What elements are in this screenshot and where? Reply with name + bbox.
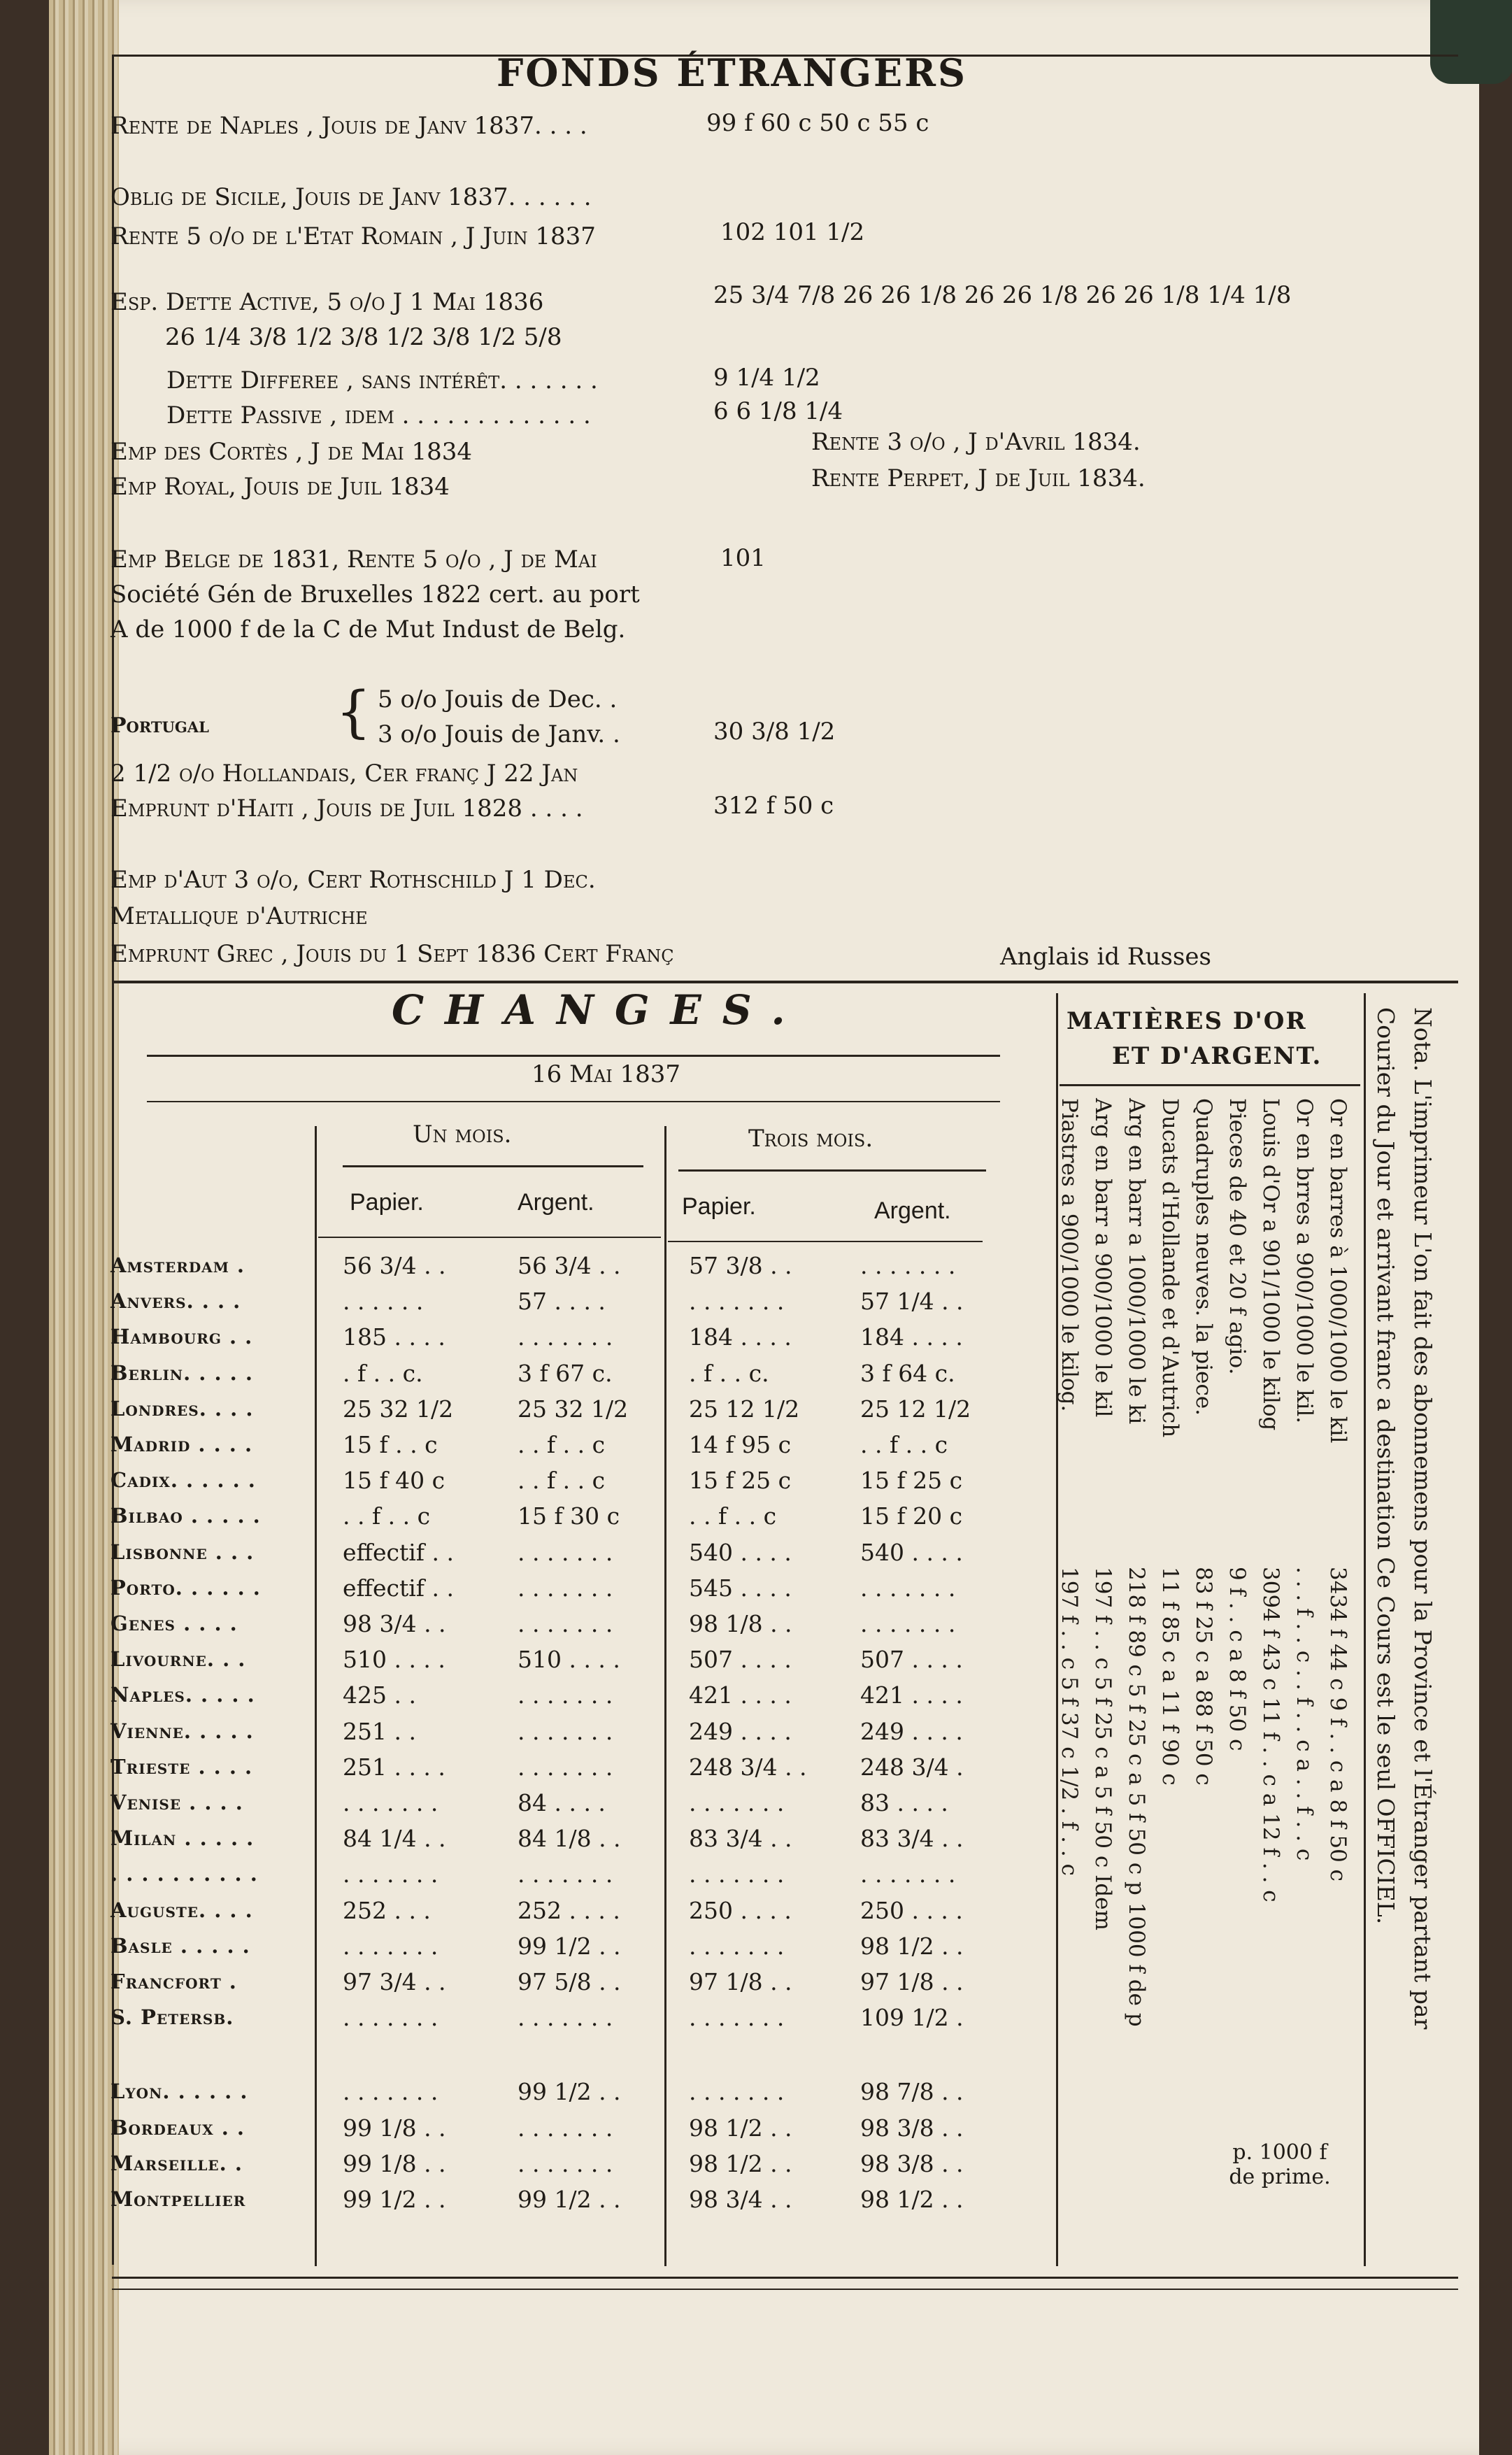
city-name: Vienne. . . . . <box>110 1718 254 1743</box>
fonds-value: 9 1/4 1/2 <box>713 364 820 392</box>
fonds-value: 102 101 1/2 <box>720 218 865 246</box>
changes-date: 16 Mai 1837 <box>532 1060 681 1088</box>
rate-cell: 98 1/2 . . <box>860 1932 964 1960</box>
matiere-value: 197 f . . c 5 f 25 c a 5 f 50 c Idem <box>1090 1567 1115 1930</box>
fonds-row: Emp d'Aut 3 o/o, Cert Rothschild J 1 Dec. <box>110 866 596 894</box>
side-note: Nota. L'imprimeur L'on fait des abonnemens pour la Province et l'Étranger partant par <box>1409 1007 1436 2030</box>
city-name: Madrid . . . . <box>110 1432 253 1456</box>
city-name: Londres. . . . <box>110 1396 254 1421</box>
col-rule <box>315 1126 317 2266</box>
rate-cell: 98 7/8 . . <box>860 2078 964 2106</box>
changes-rule <box>147 1055 1000 1057</box>
fonds-row: 3 o/o Jouis de Janv. . <box>378 720 620 748</box>
fonds-row: Rente 3 o/o , J d'Avril 1834. <box>811 428 1141 456</box>
fonds-row: Emp des Cortès , J de Mai 1834 <box>110 438 473 466</box>
city-name: Berlin. . . . . <box>110 1360 253 1385</box>
fonds-row: 26 1/4 3/8 1/2 3/8 1/2 3/8 1/2 5/8 <box>165 323 562 351</box>
city-name: Venise . . . . <box>110 1791 243 1814</box>
matiere-label: Arg en barr a 900/1000 le kil <box>1090 1098 1115 1418</box>
rate-cell: 25 12 1/2 <box>689 1395 800 1423</box>
matiere-value: 3094 f 43 c 11 f . . c a 12 f . . c <box>1258 1567 1283 1902</box>
header-rule <box>343 1165 643 1167</box>
rate-cell: 184 . . . . <box>689 1323 792 1351</box>
date-rule <box>147 1101 1000 1102</box>
rate-cell: . . . . . . . <box>343 1860 438 1888</box>
fonds-value: 6 6 1/8 1/4 <box>713 397 843 425</box>
fonds-row: Emp Royal, Jouis de Juil 1834 <box>110 473 450 501</box>
matiere-label: Piastres a 900/1000 le kilog. <box>1057 1098 1082 1412</box>
rate-cell: . . . . . . . <box>343 2078 438 2106</box>
rate-cell: 57 . . . . <box>518 1288 606 1316</box>
rate-cell: 251 . . <box>343 1717 416 1745</box>
header-rule <box>678 1169 986 1172</box>
rate-cell: . . . . . . . <box>689 1288 785 1316</box>
changes-title: CHANGES. <box>392 986 806 1034</box>
city-name: S. Petersb. <box>110 2005 234 2030</box>
rate-cell: 56 3/4 . . <box>518 1252 621 1279</box>
matiere-label: Quadruples neuves. la piece. <box>1191 1098 1216 1416</box>
city-name: Anvers. . . . <box>110 1289 241 1314</box>
rate-cell: 99 1/2 . . <box>518 2186 621 2213</box>
rate-cell: 15 f 25 c <box>689 1467 792 1495</box>
fonds-row: Rente de Naples , Jouis de Janv 1837. . . . <box>110 112 587 140</box>
city-name: Bordeaux . . <box>110 2115 245 2140</box>
rate-cell: . . . . . . . <box>518 1681 613 1709</box>
matiere-value: . . . f . . c . . f . . c a . . f . . c <box>1292 1567 1317 1861</box>
city-name: Montpellier <box>110 2187 246 2211</box>
rate-cell: 98 3/4 . . <box>689 2186 792 2213</box>
rate-cell: 97 5/8 . . <box>518 1968 621 1995</box>
rate-cell: 540 . . . . <box>860 1538 963 1566</box>
rate-cell: 15 f 20 c <box>860 1502 963 1530</box>
papier-header: Papier. <box>682 1193 756 1220</box>
rate-cell: . . . . . . . <box>689 1860 785 1888</box>
rate-cell: 25 32 1/2 <box>343 1395 454 1423</box>
side-note: Courier du Jour et arrivant franc a destination Ce Cours est le seul OFFICIEL. <box>1372 1007 1399 1925</box>
fonds-row: Anglais id Russes <box>1000 943 1211 971</box>
city-name: Francfort . <box>110 1970 237 1993</box>
bottom-rule <box>112 2289 1458 2290</box>
rate-cell: . . . . . . . <box>518 1717 613 1745</box>
rate-cell: 84 1/4 . . <box>343 1825 446 1853</box>
matieres-rule <box>1060 1084 1360 1086</box>
fonds-row: Dette Differee , sans intérêt. . . . . . . <box>166 367 598 394</box>
rate-cell: 15 f 30 c <box>518 1502 620 1530</box>
fonds-row: Emprunt d'Haiti , Jouis de Juil 1828 . . . . <box>110 795 583 823</box>
city-name: Cadix. . . . . . <box>110 1468 256 1493</box>
rate-cell: . . . . . . . <box>518 2149 613 2177</box>
city-name: Trieste . . . . <box>110 1754 253 1779</box>
matieres-title: ET D'ARGENT. <box>1112 1042 1322 1070</box>
fonds-row: Rente 5 o/o de l'Etat Romain , J Juin 1837 <box>110 222 596 250</box>
city-name: Lyon. . . . . . <box>110 2079 248 2104</box>
city-name: Marseille. . <box>110 2151 243 2175</box>
rate-cell: . . f . . c <box>343 1502 431 1530</box>
rate-cell: . . . . . . . <box>860 1610 956 1637</box>
rate-cell: 251 . . . . <box>343 1753 445 1781</box>
brace: { <box>336 679 371 744</box>
rate-cell: 545 . . . . <box>689 1574 792 1602</box>
rate-cell: . . f . . c <box>518 1431 606 1458</box>
fonds-row: A de 1000 f de la C de Mut Indust de Belg. <box>110 615 626 643</box>
rate-cell: 540 . . . . <box>689 1538 792 1566</box>
rate-cell: 56 3/4 . . <box>343 1252 446 1279</box>
rate-cell: 98 3/4 . . <box>343 1610 446 1637</box>
rate-cell: 84 1/8 . . <box>518 1825 621 1853</box>
header-rule <box>668 1241 983 1242</box>
rate-cell: 25 32 1/2 <box>518 1395 629 1423</box>
city-name: Basle . . . . . <box>110 1933 250 1958</box>
rate-cell: . . . . . . . <box>689 2078 785 2106</box>
matiere-value: 197 f . . c 5 f 37 c 1/2 . f . . c <box>1057 1567 1082 1876</box>
bottom-rule <box>112 2277 1458 2279</box>
rate-cell: . . f . . c <box>860 1431 948 1458</box>
rate-cell: 83 3/4 . . <box>860 1825 964 1853</box>
matiere-label: Ducats d'Hollande et d'Autrich <box>1157 1098 1183 1438</box>
rate-cell: . . . . . . . <box>343 1789 438 1816</box>
fonds-row: Rente Perpet, J de Juil 1834. <box>811 464 1146 492</box>
city-name: Amsterdam . <box>110 1253 245 1277</box>
rate-cell: 14 f 95 c <box>689 1431 792 1458</box>
rate-cell: 249 . . . . <box>689 1717 792 1745</box>
fonds-row: 5 o/o Jouis de Dec. . <box>378 685 618 713</box>
matiere-value: 11 f 85 c a 11 f 90 c <box>1157 1567 1183 1786</box>
rate-cell: 98 1/2 . . <box>860 2186 964 2213</box>
rate-cell: 250 . . . . <box>860 1896 963 1924</box>
rate-cell: 57 1/4 . . <box>860 1288 964 1316</box>
rate-cell: 109 1/2 . <box>860 2004 964 2032</box>
rate-cell: . . . . . . . <box>518 2004 613 2032</box>
rate-cell: 250 . . . . <box>689 1896 792 1924</box>
rate-cell: 15 f 40 c <box>343 1467 445 1495</box>
rate-cell: 510 . . . . <box>343 1646 445 1674</box>
fonds-value: 101 <box>720 544 766 572</box>
argent-header: Argent. <box>874 1197 951 1224</box>
rate-cell: 249 . . . . <box>860 1717 963 1745</box>
fonds-row: Metallique d'Autriche <box>110 902 368 930</box>
matiere-label: Or en barres à 1000/1000 le kil <box>1325 1098 1350 1444</box>
rate-cell: 99 1/2 . . <box>518 1932 621 1960</box>
rate-cell: 97 1/8 . . <box>860 1968 964 1995</box>
rate-cell: 425 . . <box>343 1681 416 1709</box>
fonds-value: 99 f 60 c 50 c 55 c <box>706 109 929 137</box>
rate-cell: 83 3/4 . . <box>689 1825 792 1853</box>
rate-cell: 98 1/8 . . <box>689 1610 792 1637</box>
rate-cell: . . . . . . . <box>518 1610 613 1637</box>
rate-cell: 98 1/2 . . <box>689 2149 792 2177</box>
city-name: Auguste. . . . <box>110 1898 253 1922</box>
rate-cell: . . f . . c <box>518 1467 606 1495</box>
rate-cell: effectif . . <box>343 1538 454 1566</box>
city-name: Livourne. . . <box>110 1647 246 1672</box>
rate-cell: 99 1/8 . . <box>343 2114 446 2142</box>
papier-header: Papier. <box>350 1189 424 1216</box>
rate-cell: 248 3/4 . . <box>689 1753 807 1781</box>
fonds-value: 25 3/4 7/8 26 26 1/8 26 26 1/8 26 26 1/8 1/4 1/8 <box>713 281 1292 309</box>
rate-cell: 15 f . . c <box>343 1431 438 1458</box>
rate-cell: 510 . . . . <box>518 1646 620 1674</box>
rate-cell: . . . . . . . <box>860 1252 956 1279</box>
matiere-label: Pieces de 40 et 20 f agio. <box>1225 1098 1250 1375</box>
rate-cell: . . . . . . . <box>689 1789 785 1816</box>
prime-note: p. 1000 f de prime. <box>1229 2140 1331 2189</box>
rate-cell: . . . . . . . <box>518 1753 613 1781</box>
city-name: Milan . . . . . <box>110 1826 255 1851</box>
rate-cell: 3 f 64 c. <box>860 1359 955 1387</box>
section-rule <box>112 981 1458 983</box>
rate-cell: . . . . . . . <box>518 2114 613 2142</box>
rate-cell: 84 . . . . <box>518 1789 606 1816</box>
rate-cell: . f . . c. <box>343 1359 423 1387</box>
rate-cell: 83 . . . . <box>860 1789 948 1816</box>
rate-cell: . . . . . . . <box>860 1860 956 1888</box>
fonds-row: Oblig de Sicile, Jouis de Janv 1837. . . . . . <box>110 183 592 211</box>
fonds-row: Esp. Dette Active, 5 o/o J 1 Mai 1836 <box>110 288 544 316</box>
rate-cell: 98 3/8 . . <box>860 2149 964 2177</box>
rate-cell: 15 f 25 c <box>860 1467 963 1495</box>
rate-cell: 57 3/8 . . <box>689 1252 792 1279</box>
fonds-row: Emprunt Grec , Jouis du 1 Sept 1836 Cert Franç <box>110 940 674 968</box>
un-mois-header: Un mois. <box>413 1120 512 1148</box>
rate-cell: 99 1/2 . . <box>343 2186 446 2213</box>
rate-cell: 421 . . . . <box>689 1681 792 1709</box>
rate-cell: 3 f 67 c. <box>518 1359 613 1387</box>
rate-cell: . . . . . . . <box>343 2004 438 2032</box>
header-rule <box>318 1237 661 1238</box>
matiere-label: Louis d'Or a 901/1000 le kilog <box>1258 1098 1283 1431</box>
rate-cell: . . . . . . . <box>518 1538 613 1566</box>
rate-cell: 252 . . . <box>343 1896 431 1924</box>
city-name: Lisbonne . . . <box>110 1539 255 1564</box>
fonds-value: 312 f 50 c <box>713 792 834 820</box>
rate-cell: . . . . . . . <box>518 1323 613 1351</box>
rate-cell: . . . . . . . <box>689 1932 785 1960</box>
rate-cell: . . . . . . . <box>518 1574 613 1602</box>
rate-cell: 184 . . . . <box>860 1323 963 1351</box>
rate-cell: 185 . . . . <box>343 1323 445 1351</box>
fonds-value: 30 3/8 1/2 <box>713 718 836 746</box>
fonds-row: Société Gén de Bruxelles 1822 cert. au port <box>110 581 640 609</box>
col-rule <box>664 1126 666 2266</box>
rate-cell: 99 1/2 . . <box>518 2078 621 2106</box>
fonds-row: 2 1/2 o/o Hollandais, Cer franç J 22 Jan <box>110 760 578 788</box>
rate-cell: 97 1/8 . . <box>689 1968 792 1995</box>
binder-clip <box>1430 0 1512 84</box>
matieres-title: MATIÈRES D'OR <box>1067 1007 1307 1035</box>
city-name: . . . . . . . . . . <box>110 1862 258 1886</box>
argent-header: Argent. <box>518 1189 594 1216</box>
trois-mois-header: Trois mois. <box>748 1125 873 1153</box>
rate-cell: . . . . . . . <box>518 1860 613 1888</box>
rate-cell: 25 12 1/2 <box>860 1395 971 1423</box>
book-spine <box>49 0 119 2455</box>
col-rule <box>1364 993 1366 2266</box>
matiere-value: 218 f 89 c 5 f 25 c a 5 f 50 c p 1000 f de p <box>1124 1567 1149 2027</box>
fonds-row: Dette Passive , idem . . . . . . . . . . . . . <box>166 401 591 429</box>
rate-cell: 98 1/2 . . <box>689 2114 792 2142</box>
matiere-value: 83 f 25 c a 88 f 50 c <box>1191 1567 1216 1786</box>
rate-cell: . . . . . . . <box>689 2004 785 2032</box>
city-name: Naples. . . . . <box>110 1683 255 1707</box>
matiere-value: 3434 f 44 c 9 f . . c a 8 f 50 c <box>1325 1567 1350 1882</box>
matiere-label: Arg en barr a 1000/1000 le ki <box>1124 1098 1149 1425</box>
rate-cell: . f . . c. <box>689 1359 769 1387</box>
matiere-value: 9 f . . c a 8 f 50 c <box>1225 1567 1250 1751</box>
city-name: Hambourg . . <box>110 1325 253 1349</box>
city-name: Porto. . . . . . <box>110 1575 261 1600</box>
fonds-row: Portugal <box>110 713 209 738</box>
rate-cell: 248 3/4 . <box>860 1753 964 1781</box>
rate-cell: 97 3/4 . . <box>343 1968 446 1995</box>
fonds-row: Emp Belge de 1831, Rente 5 o/o , J de Mai <box>110 546 597 574</box>
rate-cell: 99 1/8 . . <box>343 2149 446 2177</box>
city-name: Bilbao . . . . . <box>110 1504 261 1528</box>
rate-cell: 252 . . . . <box>518 1896 620 1924</box>
matiere-label: Or en brres a 900/1000 le kil. <box>1292 1098 1317 1424</box>
rate-cell: 507 . . . . <box>860 1646 963 1674</box>
rate-cell: . . . . . . . <box>860 1574 956 1602</box>
rate-cell: . . . . . . . <box>343 1932 438 1960</box>
rate-cell: 98 3/8 . . <box>860 2114 964 2142</box>
rate-cell: 507 . . . . <box>689 1646 792 1674</box>
fonds-title: FONDS ÉTRANGERS <box>497 50 967 95</box>
rate-cell: . . . . . . <box>343 1288 424 1316</box>
rate-cell: effectif . . <box>343 1574 454 1602</box>
city-name: Genes . . . . <box>110 1611 238 1635</box>
rate-cell: 421 . . . . <box>860 1681 963 1709</box>
rate-cell: . . f . . c <box>689 1502 777 1530</box>
